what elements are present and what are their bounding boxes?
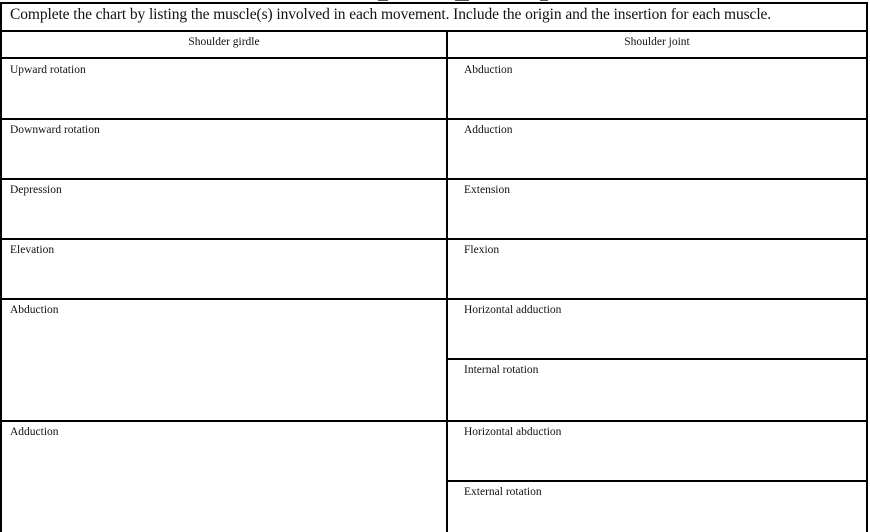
- row-divider: [0, 118, 868, 120]
- row-divider: [0, 420, 868, 422]
- column-divider: [446, 30, 448, 532]
- right-row-divider: [446, 358, 868, 360]
- joint-horizontal-adduction: Horizontal adduction: [464, 304, 562, 316]
- scan-fragment: [378, 0, 388, 1]
- girdle-depression: Depression: [10, 184, 62, 196]
- instructions-title: Complete the chart by listing the muscle(s) involved in each movement. Include the origin and the insertion for each muscle.: [10, 6, 772, 23]
- row-divider: [0, 238, 868, 240]
- header-shoulder-girdle: Shoulder girdle: [188, 36, 260, 48]
- joint-flexion: Flexion: [464, 244, 500, 256]
- header-shoulder-joint: Shoulder joint: [624, 36, 690, 48]
- girdle-downward-rotation: Downward rotation: [10, 124, 100, 136]
- scan-fragment: [540, 0, 548, 1]
- row-divider: [0, 178, 868, 180]
- row-divider: [0, 298, 868, 300]
- title-divider: [0, 30, 868, 32]
- joint-adduction: Adduction: [464, 124, 513, 136]
- joint-internal-rotation: Internal rotation: [464, 364, 539, 376]
- girdle-upward-rotation: Upward rotation: [10, 64, 86, 76]
- joint-horizontal-abduction: Horizontal abduction: [464, 426, 562, 438]
- joint-extension: Extension: [464, 184, 510, 196]
- joint-external-rotation: External rotation: [464, 486, 542, 498]
- girdle-elevation: Elevation: [10, 244, 55, 256]
- header-divider: [0, 57, 868, 59]
- scan-fragment: [455, 0, 469, 1]
- girdle-adduction: Adduction: [10, 426, 59, 438]
- girdle-abduction: Abduction: [10, 304, 59, 316]
- table-border-right: [866, 2, 868, 532]
- right-row-divider: [446, 480, 868, 482]
- table-border-top: [0, 2, 868, 4]
- table-border-left: [0, 2, 2, 532]
- joint-abduction: Abduction: [464, 64, 513, 76]
